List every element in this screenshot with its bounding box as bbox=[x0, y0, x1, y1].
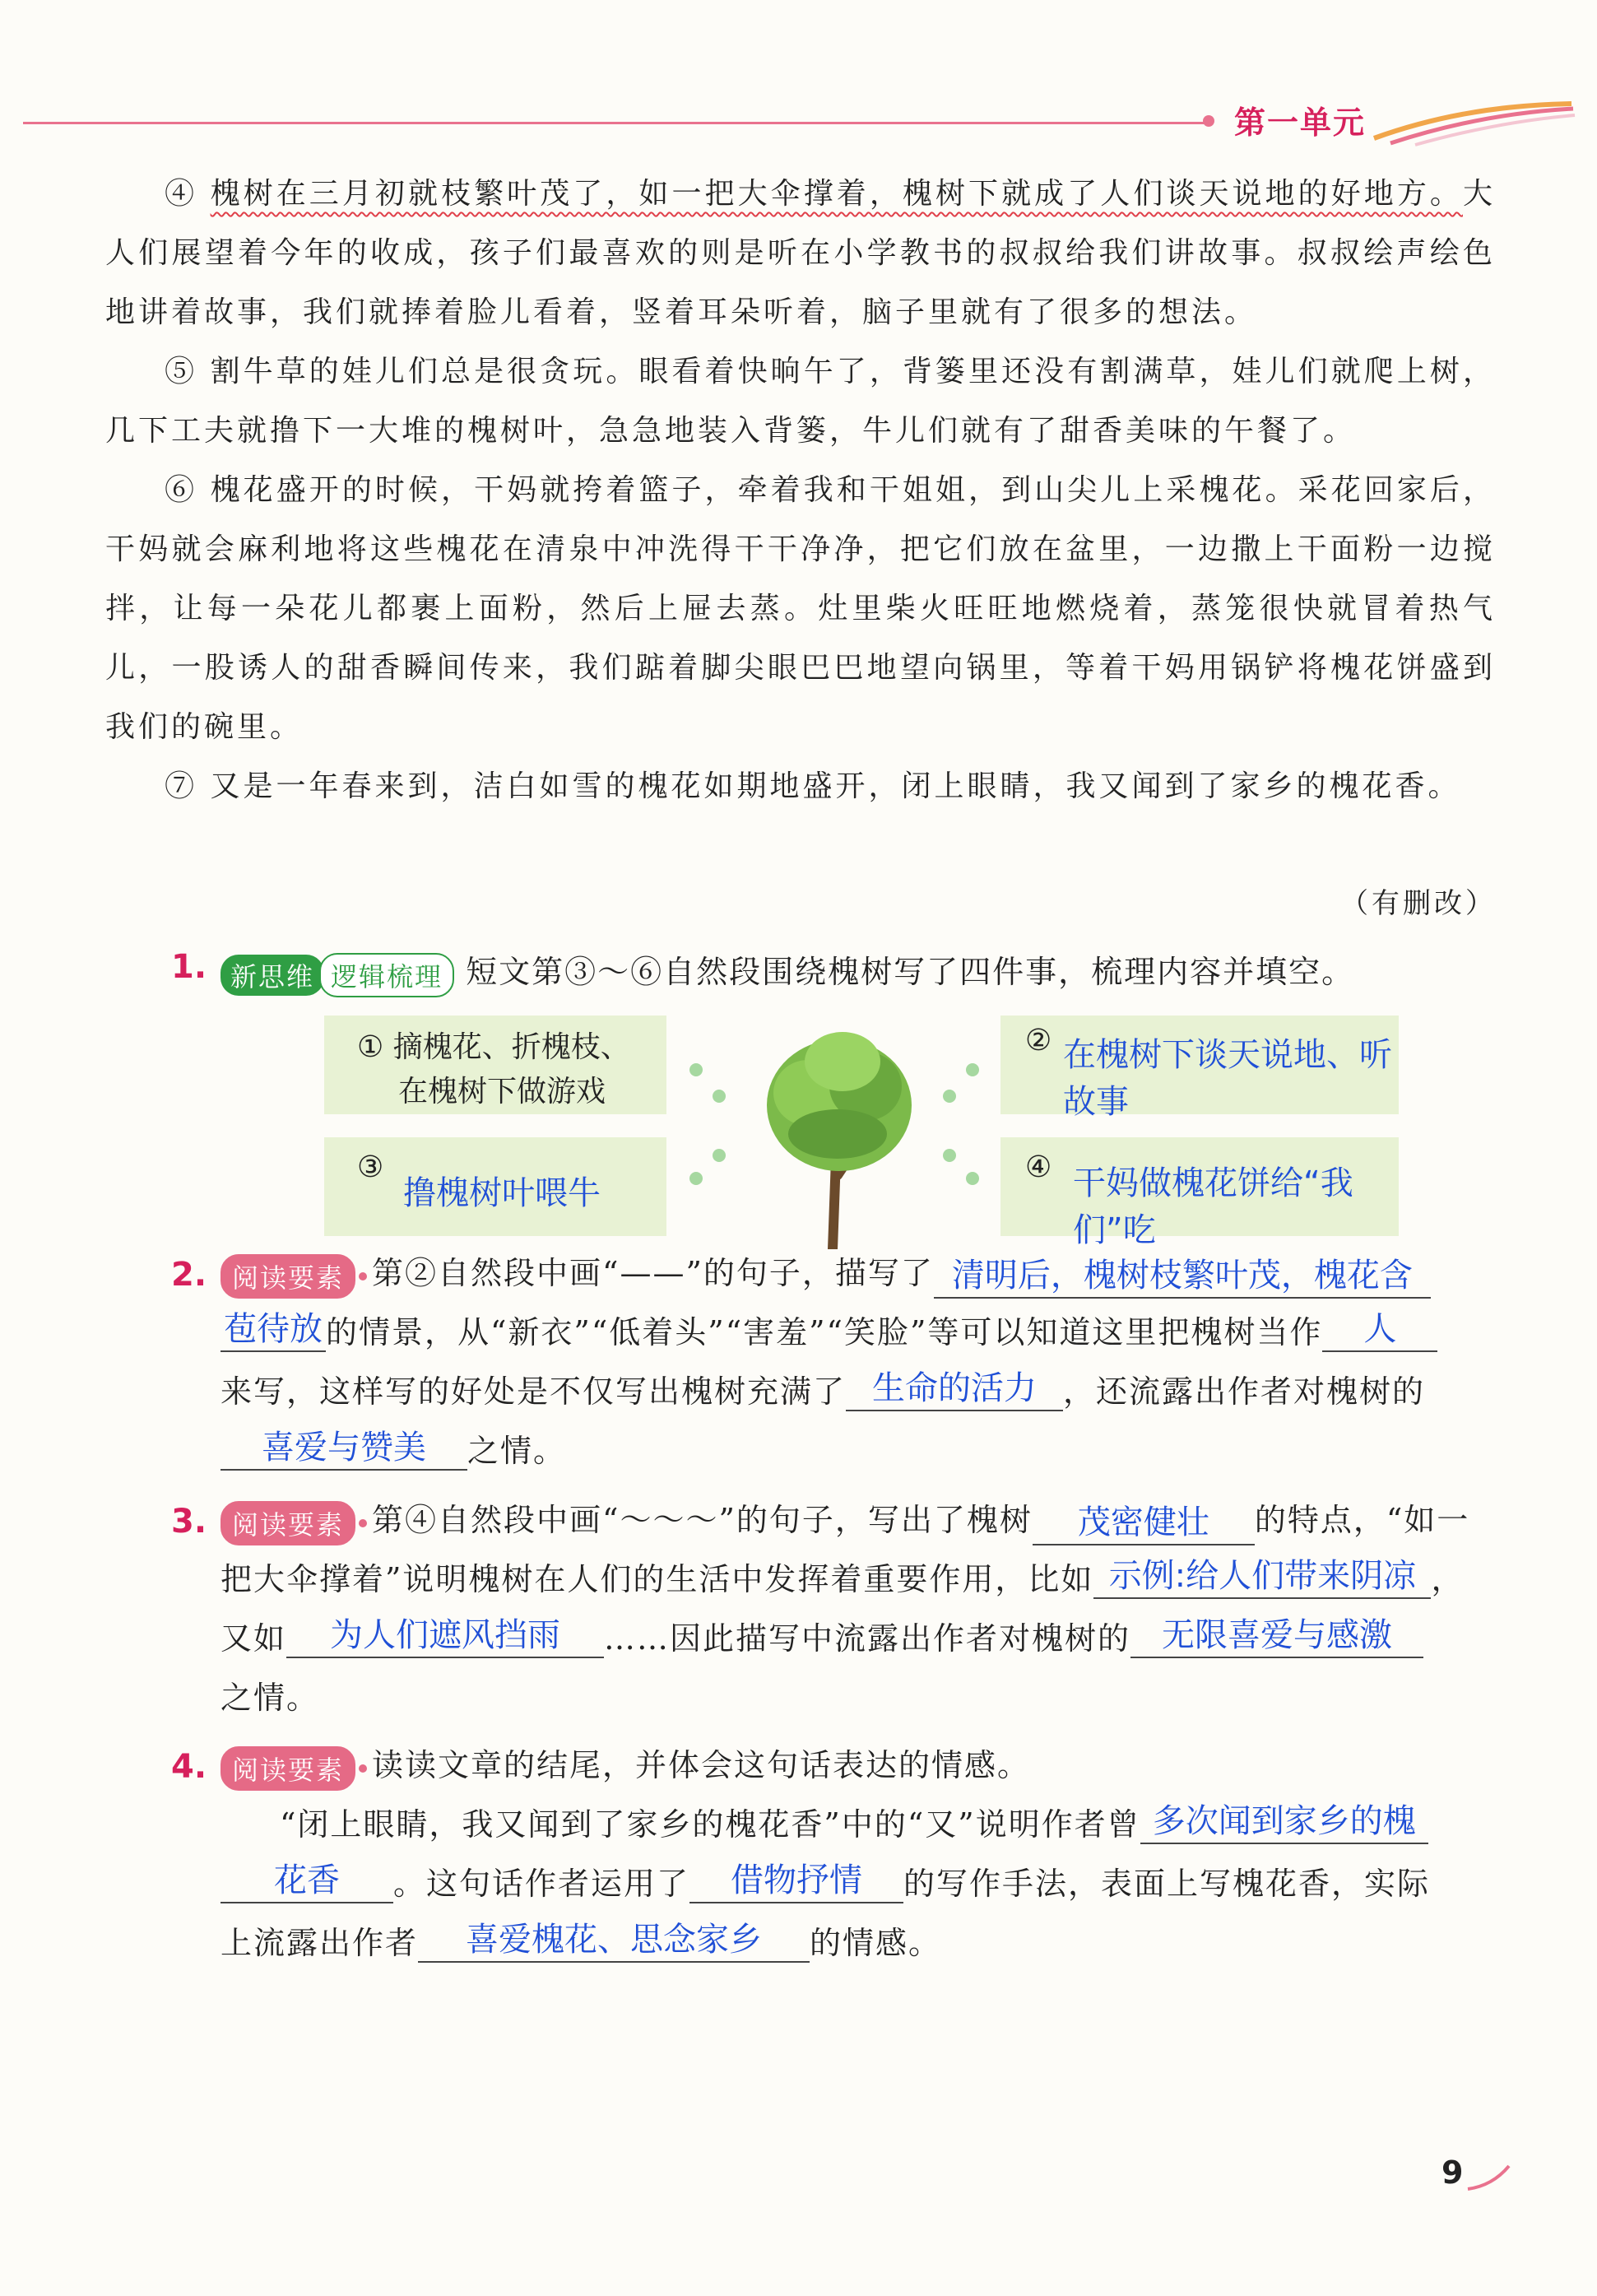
question-2-text-2: 的情景，从“新衣”“低着头”“害羞”“笑脸”等可以知道这里把槐树当作 bbox=[326, 1314, 1323, 1350]
diagram-box-4-answer: 干妈做槐花饼给“我们”吃 bbox=[1073, 1164, 1353, 1249]
question-3-text-6: ……因此描写中流露出作者对槐树的 bbox=[604, 1620, 1131, 1657]
question-4-blank-1-continued[interactable] bbox=[221, 1861, 393, 1903]
question-4-line-3 bbox=[221, 1858, 1430, 1903]
question-3-number: 3. bbox=[171, 1503, 207, 1541]
reading-element-tag: 阅读要素 bbox=[221, 1254, 355, 1299]
question-2-blank-4[interactable] bbox=[221, 1429, 467, 1471]
question-2-line-2 bbox=[221, 1307, 1437, 1352]
logic-sorting-tag: 逻辑梳理 bbox=[319, 953, 454, 997]
connector-dot bbox=[966, 1172, 979, 1185]
question-4-line-4 bbox=[221, 1917, 941, 1963]
diagram-box-3-answer: 撸槐树叶喂牛 bbox=[403, 1174, 601, 1212]
tag-bullet bbox=[359, 1764, 367, 1773]
question-3-answer-4: 无限喜爱与感激 bbox=[1162, 1616, 1393, 1654]
diagram-box-2 bbox=[1000, 1016, 1399, 1121]
question-4-stem: 读读文章的结尾，并体会这句话表达的情感。 bbox=[372, 1747, 1031, 1783]
question-3-blank-1[interactable] bbox=[1033, 1503, 1255, 1545]
question-4-blank-2[interactable] bbox=[689, 1861, 903, 1903]
question-3-text-3: 把大伞撑着”说明槐树在人们的生活中发挥着重要作用，比如 bbox=[221, 1561, 1094, 1597]
question-2-text-4: ，还流露出作者对槐树的 bbox=[1063, 1373, 1426, 1410]
paragraph-7 bbox=[105, 757, 1496, 816]
question-4-line-1 bbox=[221, 1740, 1030, 1791]
page-number: 9 bbox=[1441, 2154, 1464, 2191]
question-3-text-1: 第④自然段中画“～～～”的句子，写出了槐树 bbox=[372, 1502, 1033, 1538]
diagram-box-3 bbox=[324, 1137, 666, 1236]
question-3-blank-3[interactable] bbox=[286, 1616, 604, 1658]
paragraph-6-text: 槐花盛开的时候，干妈就挎着篮子，牵着我和干姐姐，到山尖儿上采槐花。采花回家后，干妈就会麻利地将这些槐花在清泉中冲洗得干干净净，把它们放在盆里，一边撒上干面粉一边搅拌，让每一朵花儿都裹上面粉，然后上屉去蒸。灶里柴火旺旺地燃烧着，蒸笼很快就冒着热气儿，一股诱人的甜香瞬间传来，我们踮着脚尖眼巴巴地望向锅里，等着干妈用锅铲将槐花饼盛到我们的碗里。 bbox=[105, 473, 1496, 744]
paragraph-5-number: ⑤ bbox=[165, 355, 198, 388]
page-number-swoosh bbox=[1465, 2161, 1514, 2194]
diagram-box-1-number: ① bbox=[357, 1030, 384, 1064]
question-3-text-7: 之情。 bbox=[221, 1680, 320, 1716]
question-4-text-2: 。这句话作者运用了 bbox=[393, 1866, 690, 1902]
diagram-box-3-number: ③ bbox=[357, 1150, 384, 1184]
question-2-blank-1[interactable] bbox=[934, 1256, 1431, 1299]
question-2-text-5: 之情。 bbox=[467, 1433, 567, 1469]
connector-dot bbox=[713, 1149, 726, 1162]
question-4-number: 4. bbox=[171, 1748, 207, 1786]
question-4-text-1: “闭上眼睛，我又闻到了家乡的槐花香”中的“又”说明作者曾 bbox=[280, 1806, 1140, 1843]
question-4-answer-1: 多次闻到家乡的槐 bbox=[1152, 1802, 1416, 1840]
header-swoosh-decoration bbox=[1358, 97, 1580, 146]
question-2-answer-1: 清明后，槐树枝繁叶茂，槐花含 bbox=[951, 1256, 1413, 1294]
question-3-line-2 bbox=[221, 1554, 1464, 1599]
diagram-box-1 bbox=[324, 1016, 666, 1114]
diagram-box-2-answer: 在槐树下谈天说地、听故事 bbox=[1063, 1036, 1392, 1121]
paragraph-7-number: ⑦ bbox=[165, 769, 198, 803]
paragraph-4-wavy-sentence: 槐树在三月初就枝繁叶茂了，如一把大伞撑着，槐树下就成了人们谈天说地的好地方。 bbox=[210, 177, 1463, 211]
question-4-text-4: 上流露出作者 bbox=[221, 1925, 419, 1961]
question-4-text-5: 的情感。 bbox=[810, 1925, 942, 1961]
unit-title: 第一单元 bbox=[1234, 105, 1367, 141]
source-note: （有删改） bbox=[1340, 887, 1497, 920]
question-1-stem: 短文第③～⑥自然段围绕槐树写了四件事，梳理内容并填空。 bbox=[466, 954, 1355, 990]
question-2-blank-3[interactable] bbox=[846, 1369, 1063, 1411]
question-2-line-1 bbox=[221, 1248, 1431, 1299]
diagram-box-1-line2: 在槐树下做游戏 bbox=[398, 1075, 606, 1108]
question-2-blank-1-continued[interactable] bbox=[221, 1310, 326, 1352]
question-3-text-2: 的特点，“如一 bbox=[1254, 1502, 1470, 1538]
diagram-box-4-number: ④ bbox=[1025, 1150, 1052, 1184]
connector-dot bbox=[689, 1063, 703, 1076]
question-2-answer-3: 生命的活力 bbox=[872, 1369, 1038, 1407]
paragraph-5 bbox=[105, 342, 1496, 461]
question-4-text-3: 的写作手法，表面上写槐花香，实际 bbox=[903, 1866, 1431, 1902]
header-dot bbox=[1203, 115, 1214, 127]
paragraph-4-text: 大人们展望着今年的收成，孩子们最喜欢的则是听在小学教书的叔叔给我们讲故事。叔叔绘声绘色地讲着故事，我们就捧着脸儿看着，竖着耳朵听着，脑子里就有了很多的想法。 bbox=[105, 177, 1496, 329]
tag-bullet bbox=[359, 1272, 367, 1280]
paragraph-6 bbox=[105, 461, 1496, 757]
paragraph-6-number: ⑥ bbox=[165, 473, 198, 507]
question-4-answer-1-continued: 花香 bbox=[274, 1861, 340, 1899]
header-rule bbox=[23, 122, 1208, 124]
question-3-line-4 bbox=[221, 1672, 319, 1717]
question-3-answer-2: 示例:给人们带来阴凉 bbox=[1108, 1557, 1417, 1595]
diagram-box-1-line1: 摘槐花、折槐枝、 bbox=[392, 1030, 630, 1064]
connector-dot bbox=[943, 1090, 956, 1103]
question-3-blank-2[interactable] bbox=[1093, 1557, 1431, 1599]
question-4-answer-3: 喜爱槐花、思念家乡 bbox=[466, 1921, 763, 1959]
question-4-line-2 bbox=[280, 1799, 1428, 1844]
reading-element-tag: 阅读要素 bbox=[221, 1746, 355, 1791]
paragraph-4-number: ④ bbox=[165, 177, 198, 211]
question-2-line-3 bbox=[221, 1366, 1425, 1411]
paragraph-5-text: 割牛草的娃儿们总是很贪玩。眼看着快晌午了，背篓里还没有割满草，娃儿们就爬上树，几下工夫就撸下一大堆的槐树叶，急急地装入背篓，牛儿们就有了甜香美味的午餐了。 bbox=[105, 355, 1496, 448]
question-2-number: 2. bbox=[171, 1256, 207, 1294]
question-2-answer-4: 喜爱与赞美 bbox=[262, 1429, 426, 1466]
question-2-answer-2: 人 bbox=[1363, 1310, 1397, 1348]
tag-bullet bbox=[359, 1519, 367, 1527]
question-4-blank-1[interactable] bbox=[1140, 1802, 1428, 1844]
diagram-box-4 bbox=[1000, 1137, 1399, 1249]
connector-dot bbox=[689, 1172, 703, 1185]
question-2-line-4 bbox=[221, 1425, 566, 1471]
question-4-blank-3[interactable] bbox=[418, 1921, 810, 1963]
tree-illustration bbox=[757, 1011, 922, 1249]
question-1-stem-line bbox=[221, 946, 1354, 997]
question-3-text-4: ， bbox=[1431, 1561, 1465, 1597]
question-4-answer-2: 借物抒情 bbox=[731, 1861, 863, 1899]
connector-dot bbox=[713, 1090, 726, 1103]
question-1-number: 1. bbox=[171, 948, 207, 986]
question-3-answer-1: 茂密健壮 bbox=[1077, 1503, 1209, 1541]
paragraph-7-text: 又是一年春来到，洁白如雪的槐花如期地盛开，闭上眼睛，我又闻到了家乡的槐花香。 bbox=[210, 769, 1461, 803]
question-2-text-3: 来写，这样写的好处是不仅写出槐树充满了 bbox=[221, 1373, 847, 1410]
question-2-blank-2[interactable] bbox=[1322, 1310, 1437, 1352]
question-3-line-1 bbox=[221, 1494, 1469, 1545]
new-thinking-tag: 新思维 bbox=[221, 955, 324, 996]
question-3-text-5: 又如 bbox=[221, 1620, 287, 1657]
paragraph-4 bbox=[105, 165, 1496, 342]
question-2-text-1: 第②自然段中画“——”的句子，描写了 bbox=[372, 1255, 934, 1291]
diagram-box-2-number: ② bbox=[1025, 1024, 1052, 1057]
question-3-answer-3: 为人们遮风挡雨 bbox=[330, 1616, 561, 1654]
question-2-answer-1-continued: 苞待放 bbox=[224, 1310, 323, 1348]
connector-dot bbox=[943, 1149, 956, 1162]
connector-dot bbox=[966, 1063, 979, 1076]
question-3-line-3 bbox=[221, 1613, 1423, 1658]
question-3-blank-4[interactable] bbox=[1130, 1616, 1423, 1658]
reading-element-tag: 阅读要素 bbox=[221, 1501, 355, 1545]
